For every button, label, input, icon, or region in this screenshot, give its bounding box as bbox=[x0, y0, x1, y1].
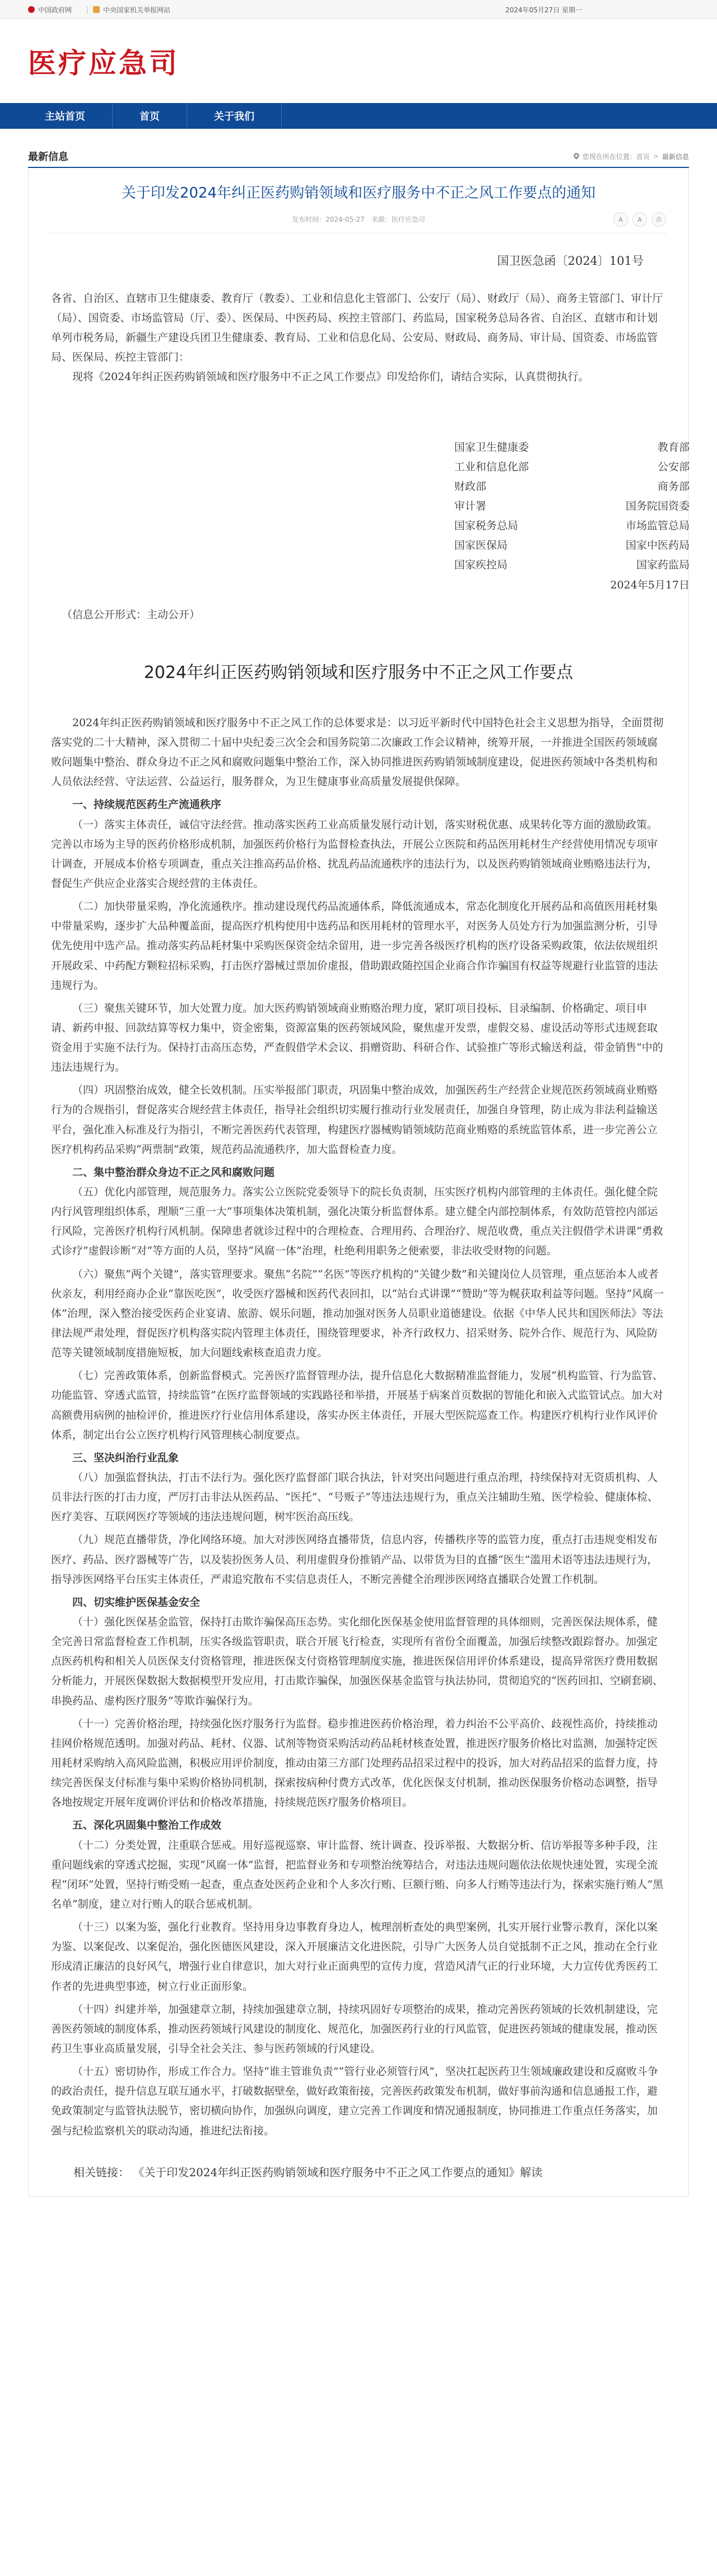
nav-item-home[interactable]: 首页 bbox=[113, 103, 187, 129]
signer-row: 国家卫生健康委 教育部 bbox=[454, 441, 690, 454]
body-paragraph: （十五）密切协作，形成工作合力。坚持“谁主管谁负责”“管行业必须管行风”，坚决扛起医药卫生领域廉政建设和反腐败斗争的政治责任，提升信息互联互通水平，打破数据壁垒，做好政策衔接，完善医药政策发布机制，做好事前沟通和信息通报工作，避免政策制定与监管执法脱节，密切横向协作，加强纵向调度，建立完善工作调度和情况通报制度，协同推进工作重点任务落实，加强与纪检监察机关的联动沟通，推进纪法衔接。 bbox=[51, 2065, 658, 2137]
section-header bbox=[28, 146, 689, 168]
breadcrumb-separator: > bbox=[653, 152, 659, 160]
nav-item-portal-home[interactable]: 主站首页 bbox=[28, 103, 113, 129]
disclosure-note: （信息公开形式：主动公开） bbox=[62, 608, 201, 621]
breadcrumb-current[interactable]: 最新信息 bbox=[662, 152, 689, 161]
notice-document bbox=[51, 250, 690, 625]
body-paragraph: （六）聚焦“两个关键”，落实管理要求。聚焦“名院”“名医”等医疗机构的“关键少数”和关键岗位人员管理，重点惩治本人或者伙亲友，利用经商办企业“靠医吃医”，收受医疗器械和医药代表回扣，以“站台式讲课”“赞助”等为幌获取利益等问题。坚持“风腐一体”治理，深入整治接受医药企业宴请、旅游、娱乐问题，推动加强对医务人员职业道德建设。依据《中华人民共和国医师法》等法律法规严肃处理，督促医疗机构落实院内管理主体责任，围绕管理要求，补齐行政权力、招采财务、院外合作、规范行为、风险防范等关键领域制度措施短板，加大问题线索核查追责力度。 bbox=[51, 1268, 664, 1359]
article-tools bbox=[609, 212, 666, 227]
related-link[interactable]: 《关于印发2024年纠正医药购销领域和医疗服务中不正之风工作要点的通知》解读 bbox=[133, 2165, 543, 2179]
font-larger-button[interactable]: A bbox=[613, 212, 628, 227]
body-paragraph: （四）巩固整治成效，健全长效机制。压实举报部门职责，巩固集中整治成效，加强医药生产经营企业规范医药领域商业贿赂行为的合规指引，督促落实合规经营主体责任，指导社会组织切实履行推动行业发展责任，加强自身管理，防止成为非法利益输送平台，强化准入标准及行为指引，不断完善医药代表管理，构建医疗器械购销领域防范商业贿赂的系统监管体系，进一步完善公立医疗机构药品采购“两票制”政策，规范药品流通秩序，加大监督检查力度。 bbox=[51, 1084, 658, 1156]
signer-row: 审计署 国务院国资委 bbox=[454, 499, 690, 512]
body-paragraph: （十）强化医保基金监管，保持打击欺诈骗保高压态势。实化细化医保基金使用监督管理的具体细则，完善医保法规体系，健全完善日常监督检查工作机制，压实各级监管职责，联合开展飞行检查，实现所有省份全面覆盖，加强后续整改跟踪督办。加强定点医药机构和相关人员医保支付资格管理，推进医保支付资格管理制度实施，推进医保信用评价体系建设，提高异常医疗费用数据分析能力，开展医保数据大数据模型开发应用，打击欺诈骗保，加强医保基金监管与执法协同，贯彻追究的“医药回扣、空刷套刷、串换药品、虚构医疗服务”等欺诈骗保行为。 bbox=[51, 1616, 663, 1707]
breadcrumb bbox=[574, 152, 689, 161]
body-paragraph: （一）落实主体责任，诚信守法经营。推动落实医药工业高质量发展行动计划，落实财税优惠、成果转化等方面的激励政策。完善以市场为主导的医药价格形成机制，加强医药价格行为监督检查执法，开展公立医院和药品医用耗材生产经营使用情况专项审计调查，开展成本价格专项调查，重点关注推高药品价格、扰乱药品流通秩序的违法行为，以及医药购销领域商业贿赂违法行为，督促生产供应企业落实合规经营的主体责任。 bbox=[51, 818, 658, 890]
signer-row: 国家疾控局 国家药监局 bbox=[454, 559, 690, 572]
section-heading: 五、深化巩固集中整治工作成效 bbox=[72, 1819, 222, 1832]
related-label: 相关链接： bbox=[73, 2165, 129, 2179]
publish-date: 发布时间：2024-05-27 bbox=[292, 216, 365, 223]
body-paragraph: （十一）完善价格治理，持续强化医疗服务行为监督。稳步推进医药价格治理，着力纠治不公平高价、歧视性高价，持续推动挂网价格规范透明。加强对药品、耗材、仪器、试剂等物资采购活动药品耗材核查处置，推进医疗服务价格比对监测，加强特定医用耗材采购纳入高风险监测，积极应用评价制度，推动由第三方部门处理药品招采过程中的投诉，加大对药品招采的监督力度，持续完善医保支付标准与集中采购价格协同机制，探索按病种付费方式改革，优化医保支付机制，推动医保服务价格动态调整，指导各地按规定开展年度调价评估和价格改革措施，持续规范医疗服务价格项目。 bbox=[51, 1717, 658, 1809]
article-container bbox=[28, 168, 689, 2197]
signer-row: 国家税务总局 市场监管总局 bbox=[454, 520, 690, 532]
breadcrumb-home[interactable]: 首页 bbox=[636, 152, 650, 161]
location-pin-icon bbox=[574, 153, 579, 160]
font-smaller-button[interactable]: A bbox=[632, 212, 647, 227]
section-title: 最新信息 bbox=[28, 151, 68, 163]
body-paragraph: （五）优化内部管理，规范服务力。落实公立医院党委领导下的院长负责制，压实医疗机构内部管理的主体责任。强化健全院内行风管理组织体系，理顺“三重一大”事项集体决策机制，强化决策分析监督体系。建立健全内部控制体系，有效防范管控内部运行风险，完善医疗机构行风机制。保障患者就诊过程中的合理检查、合理用药、合理治疗、规范收费，重点关注假借学术讲课“勇救式诊疗”虚假诊断“对“等方面的人员，坚持“风腐一体”治理，杜绝利用职务之便索要，非法收受财物的问题。 bbox=[51, 1186, 663, 1257]
addressee: 各省、自治区、直辖市卫生健康委、教育厅（教委）、工业和信息化主管部门、公安厅（局）、财政厅（局）、商务主管部门、审计厅（局）、国资委、市场监管局（厅、委）、医保局、中医药局、疾控主管部门、药监局，国家税务总局各省、自治区、直辖市和计划单列市税务局，新疆生产建设兵团卫生健康委、教育局、工业和信息化局、公安局、财政局、商务局、审计局、国资委、市场监管局、医保局、疾控主管部门： bbox=[51, 292, 663, 364]
sign-date: 2024年5月17日 bbox=[610, 578, 690, 591]
body-paragraph: （七）完善政策体系，创新监督模式。完善医疗监督管理办法，提升信息化大数据精准监督能力，发展“机构监管、行为监管、功能监管、穿透式监管，持续监管”在医疗监督领域的实践路径和举措，开展基于病案首页数据的智能化和嵌入式监管试点。加大对高额费用病例的抽检评价，推进医疗行业信用体系建设，落实办医主体责任，开展大型医院巡查工作。构建医疗机构行业作风评价体系，制定出台公立医疗机构行风管理核心制度要点。 bbox=[51, 1369, 663, 1441]
body-paragraph: （八）加强监督执法，打击不法行为。强化医疗监督部门联合执法，针对突出问题进行重点治理，持续保持对无资质机构、人员非法行医的打击力度，严厉打击非法从医药品、“医托”、“号贩子”等违法违规行为，重点关注辅助生殖、医学检验、健康体检、医疗美容、互联网医疗等领域的违法违规问题，树牢医治高压线。 bbox=[51, 1471, 658, 1523]
body-paragraph: （十三）以案为鉴，强化行业教育。坚持用身边事教育身边人，梳理剖析查处的典型案例，扎实开展行业警示教育，深化以案为鉴、以案促改、以案促治，强化医德医风建设，深入开展廉洁文化进医院，引导广大医务人员自觉抵制不正之风，推动在全行业形成清正廉洁的良好风气，增强行业自律意识，加大对行业正面典型的宣传力度，营造风清气正的行业环境，大力宣传优秀医药工作者的先进典型事迹，树立行业正面形象。 bbox=[51, 1921, 658, 1993]
section-heading: 三、坚决纠治行业乱象 bbox=[72, 1451, 179, 1464]
body-paragraph: （三）聚焦关键环节，加大处置力度。加大医药购销领域商业贿赂治理力度，紧盯项目投标、目录编制、价格确定、项目申请、新药申报、回款结算等权力集中，资金密集，资源富集的医药领域风险，聚焦虚开发票，虚假交易、虚设活动等形式违规套取资金用于实施不法行为。保持打击高压态势，严查假借学术会议、捐赠资助、科研合作、试验推广等形式输送利益，带金销售“中的违法违规行为。 bbox=[51, 1002, 663, 1074]
attachment-title: 2024年纠正医药购销领域和医疗服务中不正之风工作要点 bbox=[143, 662, 574, 682]
section-heading: 一、持续规范医药生产流通秩序 bbox=[72, 798, 222, 811]
signer-row: 财政部 商务部 bbox=[454, 480, 690, 493]
gov-portal-link[interactable]: 中国政府网 bbox=[28, 5, 72, 15]
related-links bbox=[51, 2163, 666, 2180]
article-meta bbox=[51, 214, 666, 233]
report-icon bbox=[93, 6, 100, 13]
signer-row: 国家医保局 国家中医药局 bbox=[454, 539, 690, 552]
print-button[interactable]: ⎙ bbox=[651, 212, 666, 227]
site-logo[interactable]: 医疗应急司 bbox=[28, 46, 179, 80]
body-paragraph: （二）加快带量采购，净化流通秩序。推动建设现代药品流通体系，降低流通成本，常态化制度化开展药品和高值医用耗材集中带量采购，逐步扩大品种覆盖面，提高医疗机构使用中选药品和医用耗材的管理水平，对医务人员处方行为加强监测分析，引导优先使用中选产品。推动落实药品耗材集中采购医保资金结余留用，进一步完善各级医疗机构的医疗设备采购政策，依法依规组织开展政采、中药配方颗粒招标采购，打击医疗器械过票加价虚报，借助跟政随控国企业商合作诈骗国有权益等规避行业监管的违法违规行为。 bbox=[51, 900, 658, 992]
body-paragraph: 2024年纠正医药购销领域和医疗服务中不正之风工作的总体要求是：以习近平新时代中国特色社会主义思想为指导，全面贯彻落实党的二十大精神，深入贯彻二十届中央纪委三次全会和国务院第二次廉政工作会议精神，统筹开展，一并推进全国医药领域腐败问题集中整治、群众身边不正之风和腐败问题集中整治工作，深入协同推进医药购销领域制度建设，促进医药领域中各类机构和人员依法经营、守法运营、公益运行，服务群众，为卫生健康事业高质量发展提供保障。 bbox=[51, 716, 664, 788]
body-paragraph: （九）规范直播带货，净化网络环境。加大对涉医网络直播带货，信息内容，传播秩序等的监管力度，重点打击违规变相发布医疗、药品、医疗器械等广告，以及装扮医务人员、利用虚假身份推销产品、以带货为目的直播“医生”滥用术语等违法违规行为，指导涉医网络平台压实主体责任，严肃追究散布不实信息责任人，不断完善健全治理涉医网络直播联合处置工作机制。 bbox=[51, 1534, 658, 1586]
body-paragraph: （十四）纠建并举，加强建章立制，持续加强建章立制，持续巩固好专项整治的成果，推动完善医药领域的长效机制建设，完善医药领域的制度体系，推动医药领域行风建设的制度化、规范化，加强医药行业的行风监管，促进医药领域的健康发展，推动医药卫生事业高质量发展，引导全社会关注、参与医药领域的行风建设。 bbox=[51, 2003, 658, 2055]
divider: | bbox=[86, 6, 89, 13]
document-number: 国卫医急函〔2024〕101号 bbox=[497, 254, 644, 268]
nav-item-about[interactable]: 关于我们 bbox=[187, 103, 282, 129]
section-heading: 四、切实维护医保基金安全 bbox=[72, 1596, 201, 1609]
current-date: 2024年05月27日 星期一 bbox=[505, 6, 582, 14]
attachment-body bbox=[51, 713, 666, 2141]
report-site-link[interactable]: 中央国家机关举报网站 bbox=[93, 5, 170, 15]
national-emblem-icon bbox=[28, 6, 35, 13]
signers-block bbox=[454, 438, 690, 595]
section-heading: 二、集中整治群众身边不正之风和腐败问题 bbox=[72, 1166, 275, 1179]
article-title: 关于印发2024年纠正医药购销领域和医疗服务中不正之风工作要点的通知 bbox=[121, 185, 596, 202]
main-nav bbox=[0, 103, 717, 129]
top-utility-bar bbox=[0, 0, 717, 19]
body-paragraph: （十二）分类处置，注重联合惩戒。用好巡视巡察、审计监督、统计调查、投诉举报、大数据分析、信访举报等多种手段，注重问题线索的穿透式挖掘，实现“风腐一体”监督，把监督业务和专项整治统筹结合，对违法违规问题依法依规快速处置，实现全流程“闭环”处置，坚持行贿受贿一起查，重点查处医药企业和个人多次行贿、巨额行贿、向多人行贿等违法行为，探索实施行贿人“黑名单”制度，建立对行贿人的联合惩戒机制。 bbox=[51, 1839, 664, 1910]
intro-paragraph: 现将《2024年纠正医药购销领域和医疗服务中不正之风工作要点》印发给你们，请结合实际，认真贯彻执行。 bbox=[72, 371, 589, 384]
site-header bbox=[0, 19, 717, 103]
signer-row: 工业和信息化部 公安部 bbox=[454, 460, 690, 473]
breadcrumb-prefix: 您现在所在位置： bbox=[582, 152, 636, 161]
article-source: 来源：医疗应急司 bbox=[371, 216, 425, 223]
